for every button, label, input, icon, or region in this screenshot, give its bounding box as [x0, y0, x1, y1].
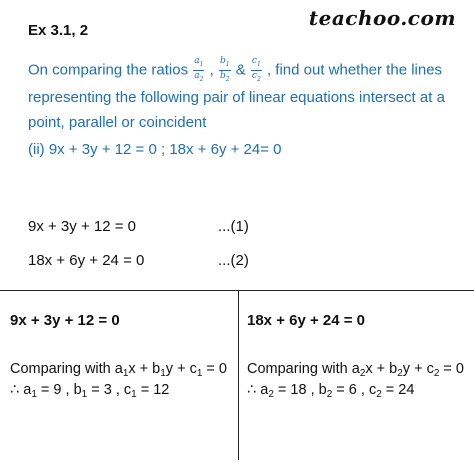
question-suffix: , find out whether the lines: [262, 61, 443, 79]
right-column-heading: 18x + 6y + 24 = 0: [247, 312, 366, 329]
equation-text: 9x + 3y + 12 = 0: [28, 218, 136, 235]
right-comparing-line: Comparing with $a_2x + b_2y + c_2 = 0$: [247, 361, 464, 379]
horizontal-divider: [0, 290, 474, 291]
equation-row: [28, 252, 328, 286]
left-column-heading: 9x + 3y + 12 = 0: [10, 312, 120, 329]
question-line-3: point, parallel or coincident: [28, 114, 207, 131]
separator: ,: [205, 61, 218, 79]
question-part: (ii) 9x + 3y + 12 = 0 ; 18x + 6y + 24= 0: [28, 141, 282, 158]
equation-list: [28, 218, 328, 286]
left-column: [10, 312, 236, 400]
left-result-line: ∴ $a_1 = 9$ , $b_1 = 3$ , $c_1 = 12$: [10, 382, 170, 400]
ratio-b-fraction: $\frac{b_1}{b_2}$: [219, 56, 230, 83]
question-text: [28, 56, 468, 162]
equation-row: [28, 218, 328, 252]
right-result-line: ∴ $a_2 = 18$ , $b_2 = 6$ , $c_2 = 24$: [247, 382, 415, 400]
question-line-1: [28, 56, 468, 85]
ratio-a-fraction: $\frac{a_1}{a_2}$: [194, 56, 204, 83]
equation-tag: ...(2): [218, 252, 249, 269]
question-prefix: On comparing the ratios: [28, 61, 193, 79]
vertical-divider: [238, 290, 239, 460]
separator: &: [231, 61, 250, 79]
equation-text: 18x + 6y + 24 = 0: [28, 252, 145, 269]
question-line-2: representing the following pair of linear equations intersect at a: [28, 89, 445, 106]
teachoo-logo: teachoo.com: [308, 6, 456, 30]
exercise-title: Ex 3.1, 2: [28, 22, 89, 39]
right-column: [247, 312, 473, 400]
equation-tag: ...(1): [218, 218, 249, 235]
left-comparing-line: Comparing with $a_1x + b_1y + c_1 = 0$: [10, 361, 227, 379]
ratio-c-fraction: $\frac{c_1}{c_2}$: [251, 56, 261, 83]
